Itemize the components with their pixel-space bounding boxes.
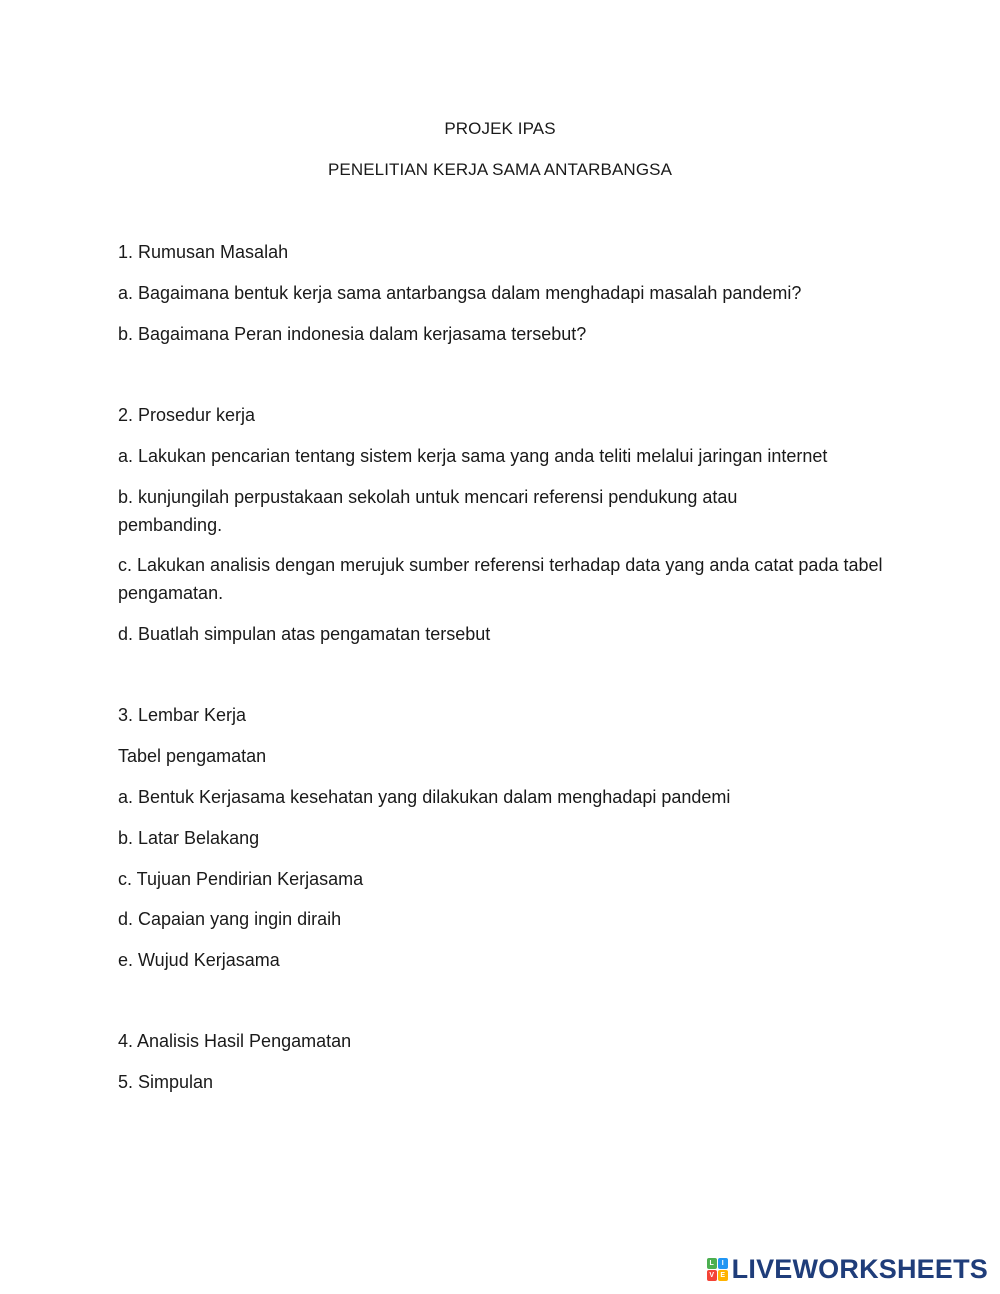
document-subtitle: PENELITIAN KERJA SAMA ANTARBANGSA (327, 160, 673, 179)
list-item: b. Latar Belakang (118, 828, 260, 848)
liveworksheets-logo (707, 1253, 988, 1285)
list-item: a. Bentuk Kerjasama kesehatan yang dilakukan dalam menghadapi pandemi (118, 787, 731, 807)
section-heading-simpulan: 5. Simpulan (118, 1072, 214, 1092)
logo-text: LIVEWORKSHEETS (731, 1253, 988, 1284)
logo-mark-icon (707, 1258, 728, 1281)
logo-mark-letter: L (707, 1258, 717, 1269)
table-label: Tabel pengamatan (118, 746, 267, 766)
section-heading-rumusan-masalah: 1. Rumusan Masalah (118, 242, 289, 262)
list-item: b. Bagaimana Peran indonesia dalam kerjasama tersebut? (118, 324, 587, 344)
list-item: a. Lakukan pencarian tentang sistem kerja sama yang anda teliti melalui jaringan internet (118, 446, 828, 466)
list-item: d. Buatlah simpulan atas pengamatan tersebut (118, 624, 491, 644)
list-item: c. Tujuan Pendirian Kerjasama (118, 869, 364, 889)
section-heading-analisis: 4. Analisis Hasil Pengamatan (118, 1031, 352, 1051)
section-heading-lembar-kerja: 3. Lembar Kerja (118, 705, 247, 725)
list-item: b. kunjungilah perpustakaan sekolah untuk mencari referensi pendukung atau pembanding. (118, 487, 738, 535)
list-item: e. Wujud Kerjasama (118, 950, 280, 970)
list-item: a. Bagaimana bentuk kerja sama antarbangsa dalam menghadapi masalah pandemi? (118, 283, 802, 303)
document-title: PROJEK IPAS (444, 119, 556, 138)
list-item: c. Lakukan analisis dengan merujuk sumber referensi terhadap data yang anda catat pada tabel pengamatan. (118, 555, 883, 603)
list-item: d. Capaian yang ingin diraih (118, 909, 342, 929)
logo-mark-letter: E (718, 1270, 728, 1281)
section-heading-prosedur-kerja: 2. Prosedur kerja (118, 405, 256, 425)
logo-mark-letter: V (707, 1270, 717, 1281)
logo-mark-letter: I (718, 1258, 728, 1269)
